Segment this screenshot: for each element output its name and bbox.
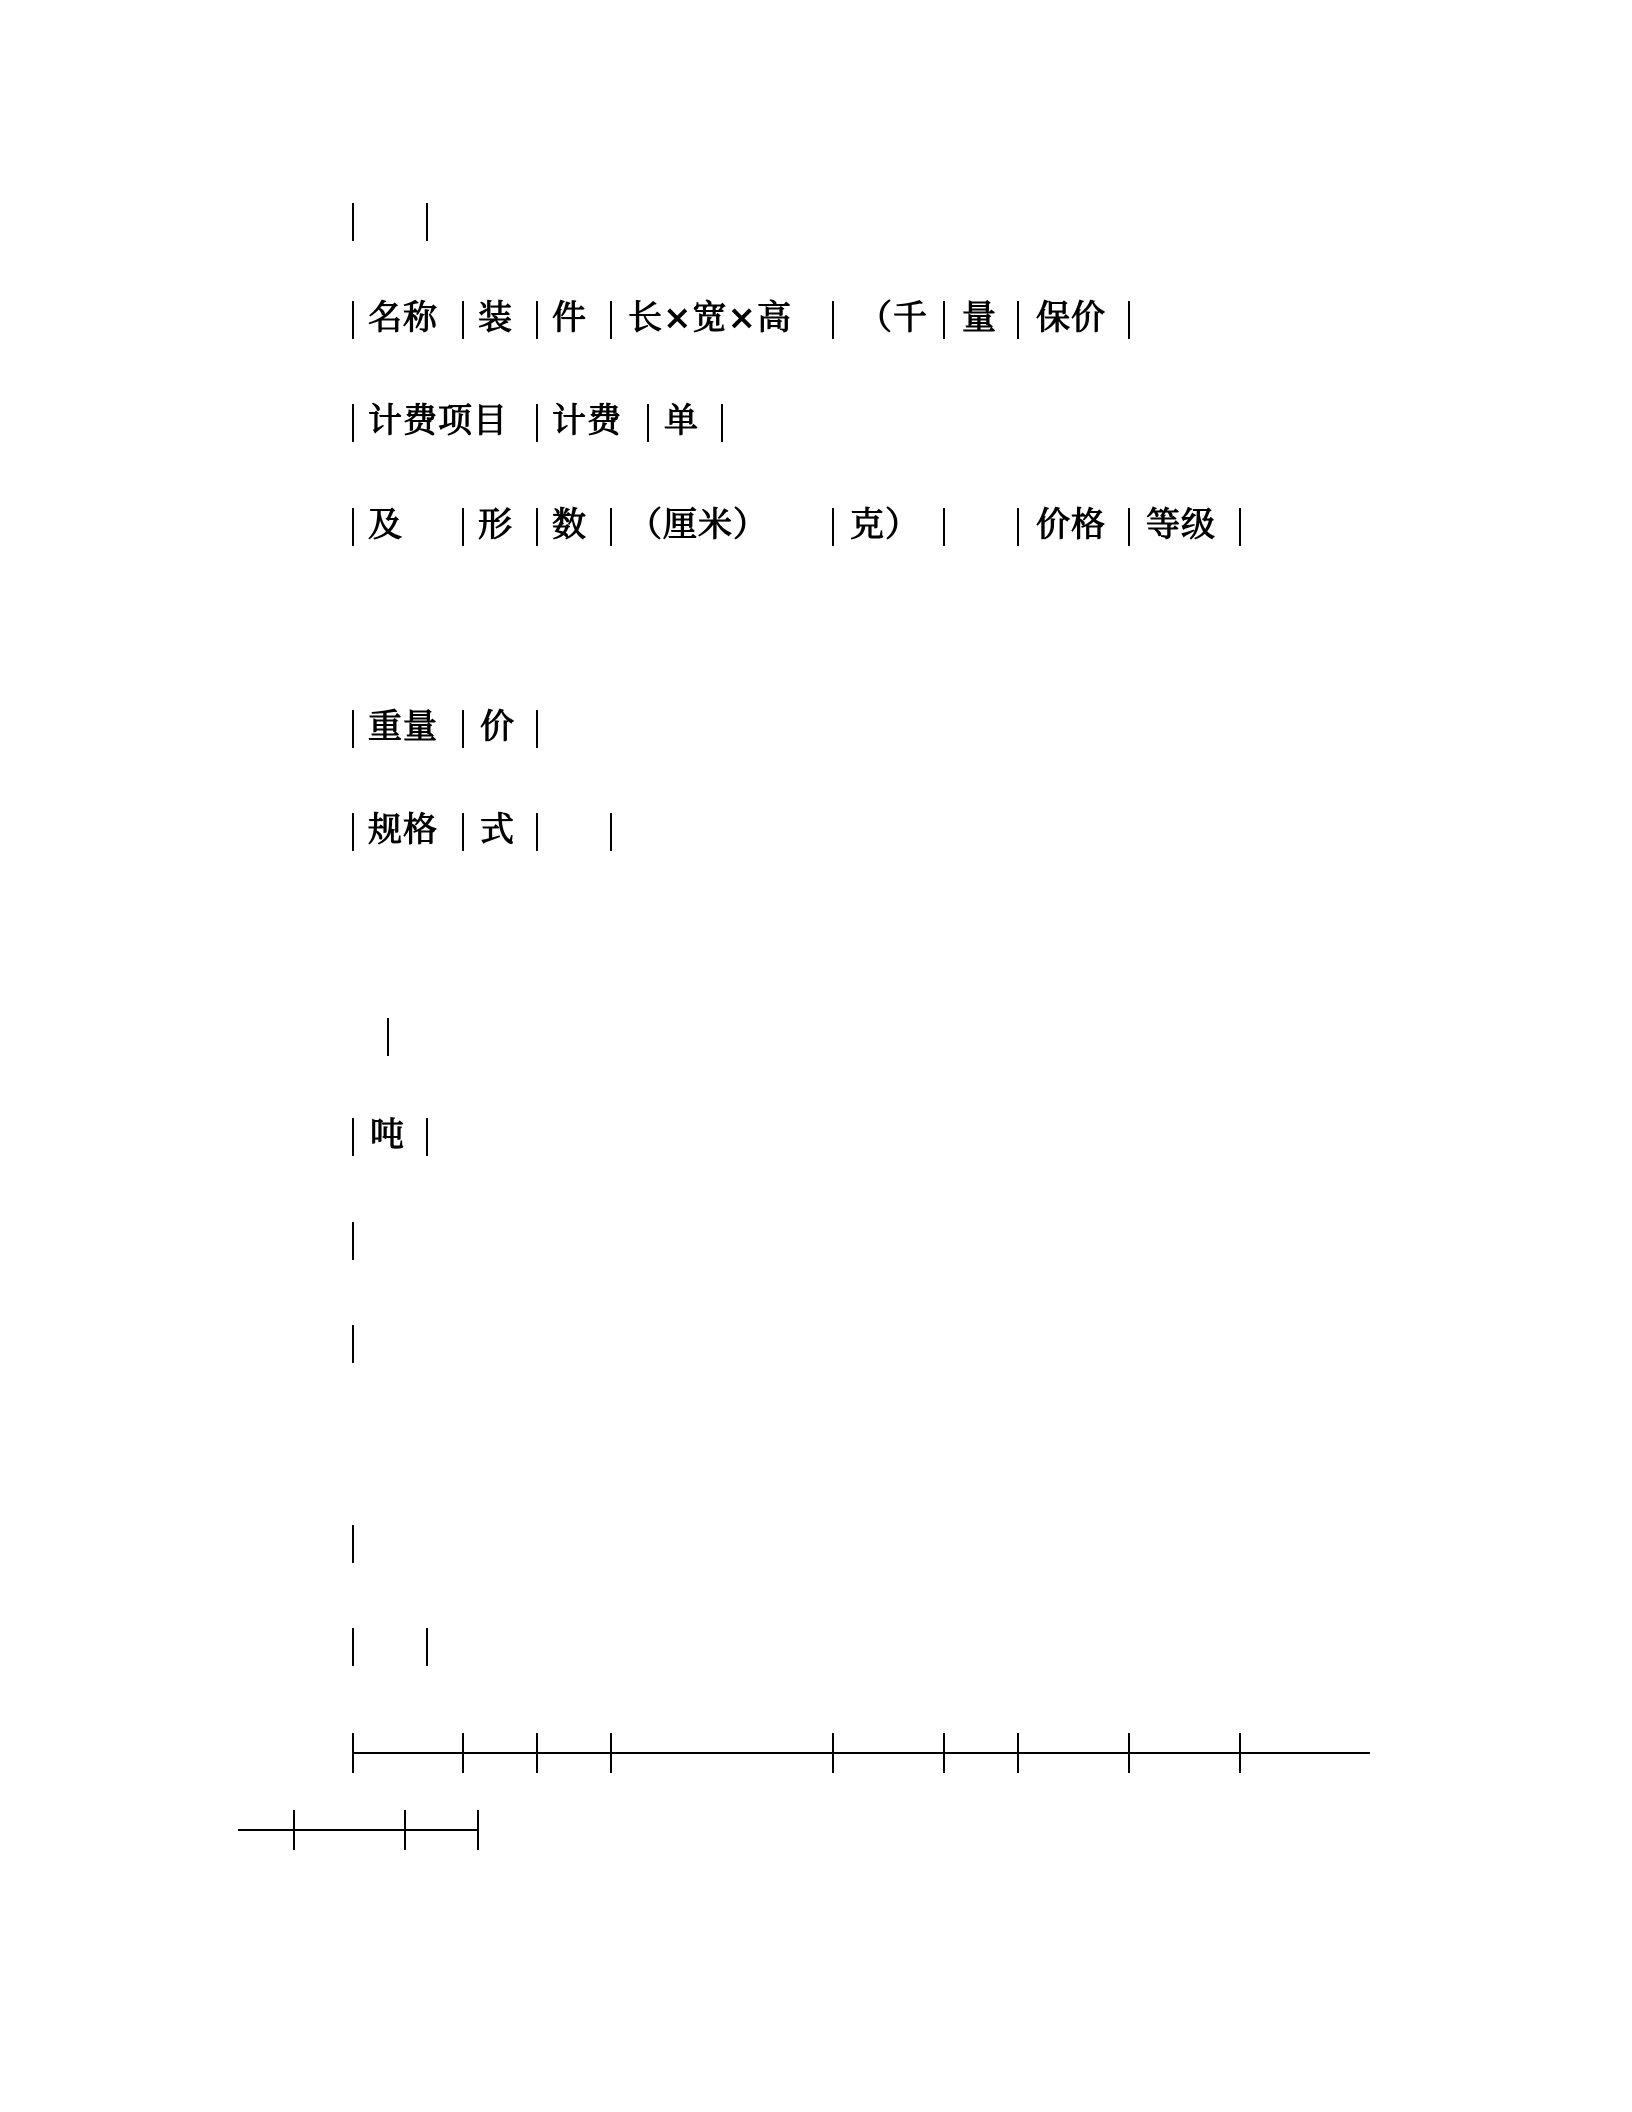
cell-border — [352, 1525, 354, 1563]
header-cell-packing: 装 — [478, 298, 513, 338]
cell-border — [426, 1118, 428, 1156]
header-cell-cm: （厘米） — [628, 505, 768, 545]
cell-border — [832, 301, 834, 339]
header-cell-form: 形 — [478, 505, 513, 545]
cell-border — [352, 1118, 354, 1156]
cell-border — [610, 508, 612, 546]
cell-border — [943, 301, 945, 339]
cell-border — [462, 508, 464, 546]
cell-border — [943, 508, 945, 546]
rule-tick — [462, 1733, 464, 1773]
cell-border — [426, 1628, 428, 1666]
header-cell-grade: 等级 — [1146, 505, 1216, 545]
horizontal-rule — [352, 1752, 1370, 1754]
cell-border — [352, 404, 354, 442]
header-cell-unit: 单 — [664, 401, 699, 441]
cell-border — [352, 710, 354, 748]
header-cell-value: 价 — [480, 707, 515, 747]
cell-border — [1017, 508, 1019, 546]
cell-border — [610, 813, 612, 851]
rule-tick — [293, 1810, 295, 1850]
header-cell-style: 式 — [480, 810, 515, 850]
cell-border — [387, 1018, 389, 1056]
cell-border — [426, 203, 428, 241]
cell-border — [536, 710, 538, 748]
header-cell-amount: 量 — [962, 298, 997, 338]
rule-tick — [943, 1733, 945, 1773]
header-cell-name: 名称 — [368, 298, 438, 338]
cell-border — [352, 203, 354, 241]
cell-border — [352, 508, 354, 546]
rule-tick — [832, 1733, 834, 1773]
cell-border — [1128, 508, 1130, 546]
header-cell-weight-unit: （千 — [858, 298, 928, 338]
rule-tick — [1128, 1733, 1130, 1773]
header-cell-billing-item: 计费项目 — [368, 401, 508, 441]
cell-border — [536, 404, 538, 442]
cell-border — [536, 508, 538, 546]
cell-border — [647, 404, 649, 442]
horizontal-rule — [238, 1829, 478, 1831]
cell-border — [536, 301, 538, 339]
rule-tick — [477, 1810, 479, 1850]
cell-border — [352, 301, 354, 339]
cell-border — [352, 1222, 354, 1260]
cell-border — [1128, 301, 1130, 339]
header-cell-pieces: 件 — [552, 298, 587, 338]
rule-tick — [610, 1733, 612, 1773]
cell-border — [832, 508, 834, 546]
header-cell-dimensions: 长×宽×高 — [628, 298, 792, 338]
cell-border — [352, 1325, 354, 1363]
header-cell-gram: 克） — [850, 505, 920, 545]
header-cell-spec: 规格 — [368, 810, 438, 850]
header-cell-price: 价格 — [1036, 505, 1106, 545]
header-cell-count: 数 — [552, 505, 587, 545]
rule-tick — [352, 1733, 354, 1773]
cell-border — [536, 813, 538, 851]
rule-tick — [536, 1733, 538, 1773]
cell-border — [462, 710, 464, 748]
cell-border — [462, 301, 464, 339]
cell-border — [352, 1628, 354, 1666]
rule-tick — [1239, 1733, 1241, 1773]
header-cell-ton: 吨 — [370, 1115, 405, 1155]
cell-border — [610, 301, 612, 339]
header-cell-weight: 重量 — [368, 707, 438, 747]
cell-border — [721, 404, 723, 442]
cell-border — [1239, 508, 1241, 546]
header-cell-insured: 保价 — [1036, 298, 1106, 338]
header-cell-and: 及 — [368, 505, 403, 545]
rule-tick — [1017, 1733, 1019, 1773]
cell-border — [462, 813, 464, 851]
header-cell-billing: 计费 — [552, 401, 622, 441]
rule-tick — [404, 1810, 406, 1850]
cell-border — [352, 813, 354, 851]
cell-border — [1017, 301, 1019, 339]
